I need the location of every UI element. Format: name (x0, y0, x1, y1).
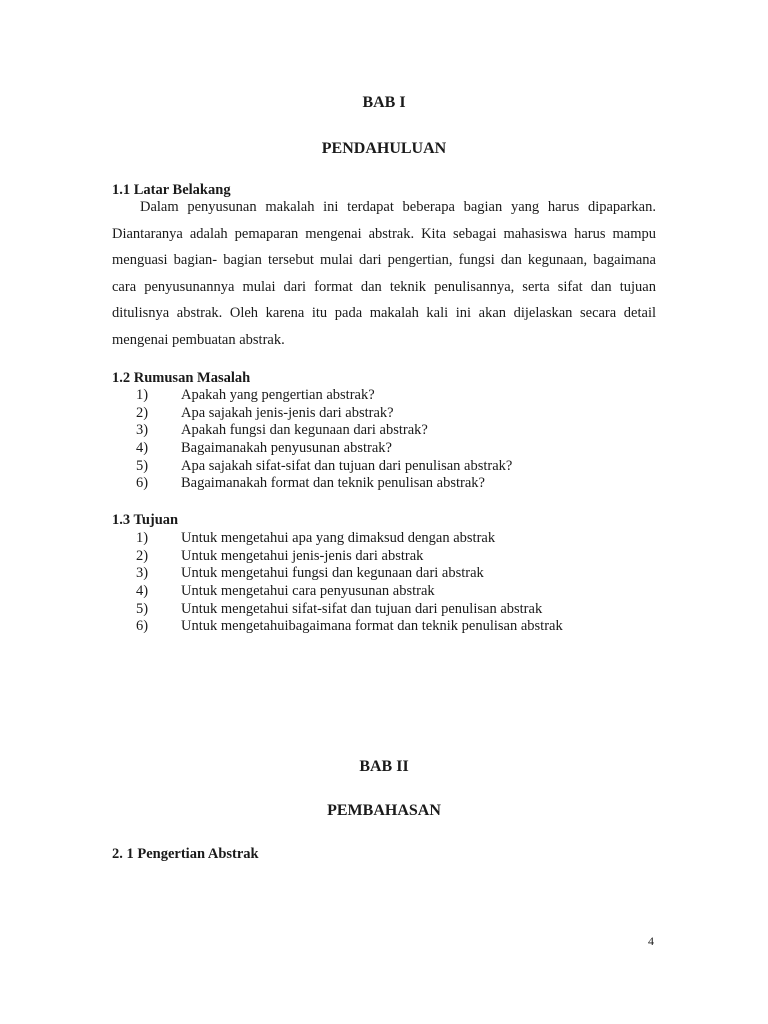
list-item (112, 601, 672, 619)
list-text: Untuk mengetahui sifat-sifat dan tujuan dari penulisan abstrak (181, 600, 543, 617)
list-text: Bagaimanakah penyusunan abstrak? (181, 440, 392, 457)
list-item (112, 440, 672, 458)
list-text: Bagaimanakah format dan teknik penulisan abstrak? (181, 475, 485, 492)
list-item (112, 475, 672, 493)
chapter-title: BAB I (362, 94, 406, 111)
section-heading-latar-belakang: 1.1 Latar Belakang (112, 182, 231, 198)
list-text: Apa sajakah jenis-jenis dari abstrak? (181, 404, 394, 421)
section-heading-rumusan-masalah: 1.2 Rumusan Masalah (112, 370, 251, 386)
list-text: Untuk mengetahuibagaimana format dan teknik penulisan abstrak (181, 618, 563, 635)
tujuan-list (112, 530, 672, 636)
list-number: 3) (136, 422, 149, 439)
list-number: 4) (136, 440, 149, 457)
list-text: Untuk mengetahui apa yang dimaksud dengan abstrak (181, 530, 496, 546)
list-text: Apakah fungsi dan kegunaan dari abstrak? (181, 422, 428, 439)
list-number: 4) (136, 583, 149, 600)
list-item (112, 405, 672, 423)
list-item (112, 422, 672, 440)
rumusan-masalah-list (112, 387, 672, 493)
list-text: Untuk mengetahui cara penyusunan abstrak (181, 583, 435, 600)
list-text: Apa sajakah sifat-sifat dan tujuan dari penulisan abstrak? (181, 457, 513, 474)
list-item (112, 458, 672, 476)
list-number: 2) (136, 404, 149, 421)
list-number: 2) (136, 547, 149, 564)
list-item (112, 583, 672, 601)
list-number: 6) (136, 618, 149, 635)
list-item (112, 387, 672, 405)
list-item (112, 565, 672, 583)
list-number: 6) (136, 475, 149, 492)
list-number: 5) (136, 457, 149, 474)
list-text: Untuk mengetahui jenis-jenis dari abstrak (181, 547, 424, 564)
chapter-subtitle: PENDAHULUAN (321, 140, 447, 157)
latar-belakang-paragraph (112, 194, 656, 354)
list-item (112, 530, 672, 548)
chapter-subtitle: PEMBAHASAN (327, 802, 441, 819)
section-heading-tujuan: 1.3 Tujuan (112, 512, 179, 528)
list-number: 1) (136, 387, 149, 403)
list-item (112, 548, 672, 566)
list-text: Untuk mengetahui fungsi dan kegunaan dari abstrak (181, 565, 484, 582)
list-text: Apakah yang pengertian abstrak? (181, 387, 375, 403)
list-item (112, 618, 672, 636)
list-number: 1) (136, 530, 149, 546)
section-heading-pengertian-abstrak: 2. 1 Pengertian Abstrak (112, 846, 259, 862)
paragraph-text: Dalam penyusunan makalah ini terdapat beberapa bagian yang harus dipaparkan. Diantaranya adalah pemaparan mengenai abstrak. Kita sebagai mahasiswa harus mampu menguasi bagian- bagian tersebut mulai dari pengertian, fungsi dan kegunaan, bagaimana cara penyusunannya mulai dari format dan teknik penulisannya, serta sifat dan tujuan ditulisnya abstrak. Oleh karena itu pada makalah kali ini akan dijelaskan secara detail mengenai pembuatan abstrak. (112, 199, 656, 348)
list-number: 5) (136, 600, 149, 617)
chapter-title: BAB II (359, 758, 409, 775)
page-number: 4 (648, 934, 654, 948)
list-number: 3) (136, 565, 149, 582)
